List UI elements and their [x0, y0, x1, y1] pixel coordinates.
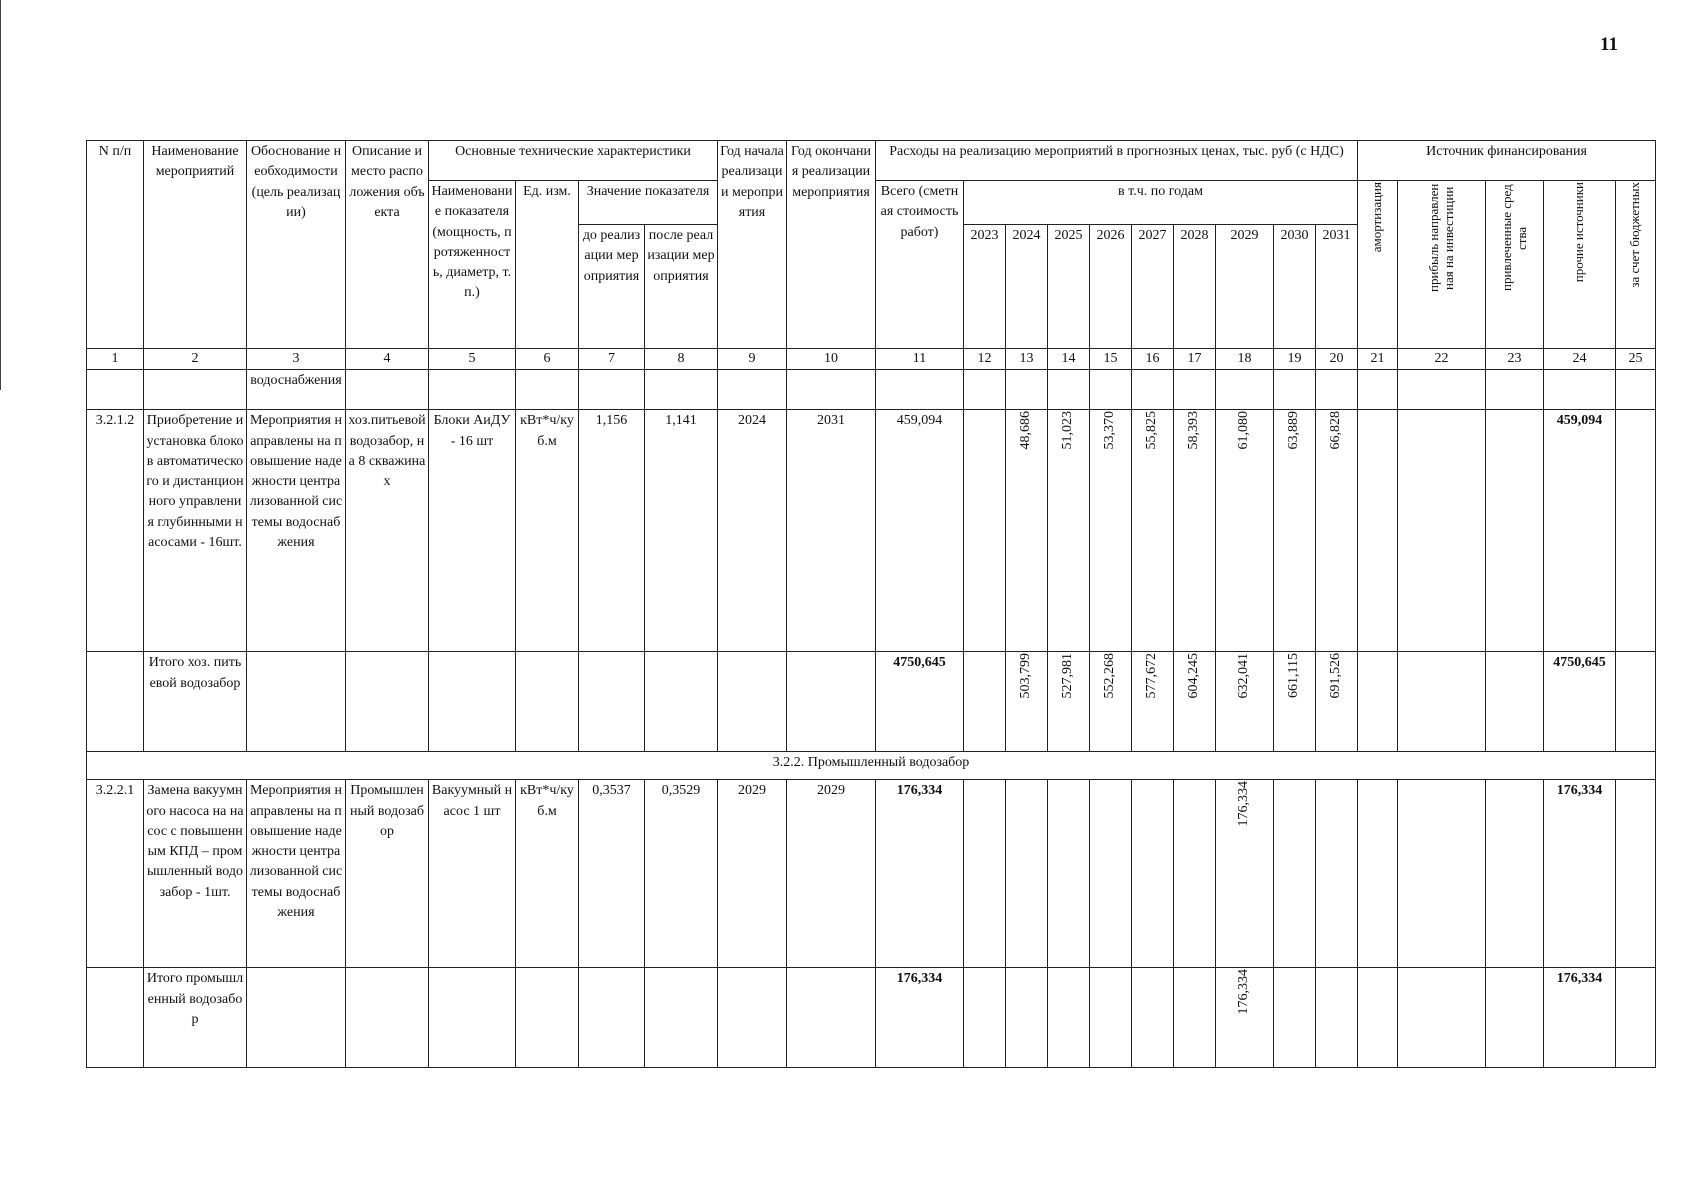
header-year-2026: 2026	[1090, 225, 1132, 349]
row-place: Промышленный водозабор	[346, 780, 429, 968]
header-year-2030: 2030	[1274, 225, 1316, 349]
total-hoz-y2027: 577,672	[1132, 652, 1174, 752]
header-year-2029: 2029	[1216, 225, 1274, 349]
total-hoz-sum: 4750,645	[876, 652, 964, 752]
row-y2029: 61,080	[1216, 410, 1274, 652]
header-costs-group: Расходы на реализацию мероприятий в прогнозных ценах, тыс. руб (с НДС)	[876, 141, 1358, 181]
colnum-24: 24	[1544, 349, 1616, 370]
section-row-3-2-2	[87, 752, 1656, 780]
header-tech-name: Наименование показателя (мощность, протяженность, диаметр, т.п.)	[429, 181, 516, 349]
row-total: 459,094	[876, 410, 964, 652]
colnum-19: 19	[1274, 349, 1316, 370]
row-value-before: 1,156	[579, 410, 645, 652]
colnum-12: 12	[964, 349, 1006, 370]
table-row-3-2-2-1	[87, 780, 1656, 968]
row-y2027: 55,825	[1132, 410, 1174, 652]
colnum-22: 22	[1398, 349, 1486, 370]
header-place: Описание и место расположения объекта	[346, 141, 429, 349]
header-row-1	[87, 141, 1656, 181]
header-year-2028: 2028	[1174, 225, 1216, 349]
section-title: 3.2.2. Промышленный водозабор	[87, 752, 1656, 780]
total-hoz-y2028: 604,245	[1174, 652, 1216, 752]
colnum-20: 20	[1316, 349, 1358, 370]
total-prom-y2029: 176,334	[1216, 968, 1274, 1068]
header-year-2023: 2023	[964, 225, 1006, 349]
colnum-1: 1	[87, 349, 144, 370]
colnum-3: 3	[247, 349, 346, 370]
colnum-6: 6	[516, 349, 579, 370]
row-number: 3.2.1.2	[87, 410, 144, 652]
carryover-row	[87, 370, 1656, 410]
header-value-after: после реализации мероприятия	[645, 225, 718, 349]
row-name: Приобретение и установка блоков автоматического и дистанционного управления глубинными насосами - 16шт.	[144, 410, 247, 652]
header-funding-amortization: амортизация	[1358, 181, 1398, 349]
row-y2029: 176,334	[1216, 780, 1274, 968]
header-funding-group: Источник финансирования	[1358, 141, 1656, 181]
header-reason: Обоснование необходимости (цель реализации)	[247, 141, 346, 349]
row-unit: кВт*ч/куб.м	[516, 410, 579, 652]
header-tech-group: Основные технические характеристики	[429, 141, 718, 181]
colnum-25: 25	[1616, 349, 1656, 370]
header-funding-profit: прибыль направленная на инвестиции	[1398, 181, 1486, 349]
row-param: Вакуумный насос 1 шт	[429, 780, 516, 968]
header-year-2027: 2027	[1132, 225, 1174, 349]
header-year-2024: 2024	[1006, 225, 1048, 349]
row-param: Блоки АиДУ - 16 шт	[429, 410, 516, 652]
row-year-start: 2029	[718, 780, 787, 968]
row-y2031: 66,828	[1316, 410, 1358, 652]
colnum-4: 4	[346, 349, 429, 370]
colnum-8: 8	[645, 349, 718, 370]
colnum-18: 18	[1216, 349, 1274, 370]
total-prom-funding-other: 176,334	[1544, 968, 1616, 1068]
header-funding-other: прочие источники	[1544, 181, 1616, 349]
row-year-end: 2031	[787, 410, 876, 652]
total-hoz-y2026: 552,268	[1090, 652, 1132, 752]
row-reason: Мероприятия направлены на повышение надежности централизованной системы водоснабжения	[247, 780, 346, 968]
header-costs-total: Всего (сметная стоимость работ)	[876, 181, 964, 349]
column-numbers-row	[87, 349, 1656, 370]
colnum-10: 10	[787, 349, 876, 370]
carryover-text: водоснабжения	[247, 370, 346, 410]
total-hoz-y2025: 527,981	[1048, 652, 1090, 752]
colnum-9: 9	[718, 349, 787, 370]
row-y2023	[964, 410, 1006, 652]
row-y2025: 51,023	[1048, 410, 1090, 652]
row-funding-other: 176,334	[1544, 780, 1616, 968]
colnum-23: 23	[1486, 349, 1544, 370]
header-value-group: Значение показателя	[579, 181, 718, 225]
total-prom-sum: 176,334	[876, 968, 964, 1068]
page-number: 11	[1600, 34, 1618, 55]
total-hoz-y2024: 503,799	[1006, 652, 1048, 752]
row-year-end: 2029	[787, 780, 876, 968]
colnum-21: 21	[1358, 349, 1398, 370]
row-name: Замена вакуумного насоса на насос с повышенным КПД – промышленный водозабор - 1шт.	[144, 780, 247, 968]
row-y2030: 63,889	[1274, 410, 1316, 652]
header-funding-budget: за счет бюджетных	[1616, 181, 1656, 349]
total-hoz-y2030: 661,115	[1274, 652, 1316, 752]
row-value-after: 1,141	[645, 410, 718, 652]
row-place: хоз.питьевой водозабор, на 8 скважинах	[346, 410, 429, 652]
header-year-start: Год начала реализации мероприятия	[718, 141, 787, 349]
total-hoz-label: Итого хоз. питьевой водозабор	[144, 652, 247, 752]
colnum-11: 11	[876, 349, 964, 370]
colnum-5: 5	[429, 349, 516, 370]
row-y2028: 58,393	[1174, 410, 1216, 652]
row-total: 176,334	[876, 780, 964, 968]
header-year-2031: 2031	[1316, 225, 1358, 349]
header-by-years: в т.ч. по годам	[964, 181, 1358, 225]
header-num: N п/п	[87, 141, 144, 349]
row-value-after: 0,3529	[645, 780, 718, 968]
header-funding-attracted: привлеченные средства	[1486, 181, 1544, 349]
colnum-7: 7	[579, 349, 645, 370]
row-year-start: 2024	[718, 410, 787, 652]
total-row-prom	[87, 968, 1656, 1068]
table-row-3-2-1-2	[87, 410, 1656, 652]
total-prom-label: Итого промышленный водозабор	[144, 968, 247, 1068]
row-unit: кВт*ч/куб.м	[516, 780, 579, 968]
header-name: Наименование мероприятий	[144, 141, 247, 349]
investment-table	[86, 140, 1656, 1068]
colnum-15: 15	[1090, 349, 1132, 370]
total-hoz-y2029: 632,041	[1216, 652, 1274, 752]
row-y2024: 48,686	[1006, 410, 1048, 652]
row-funding-other: 459,094	[1544, 410, 1616, 652]
total-hoz-y2031: 691,526	[1316, 652, 1358, 752]
colnum-2: 2	[144, 349, 247, 370]
row-reason: Мероприятия направлены на повышение надежности централизованной системы водоснабжения	[247, 410, 346, 652]
header-year-2025: 2025	[1048, 225, 1090, 349]
row-number: 3.2.2.1	[87, 780, 144, 968]
total-hoz-funding-other: 4750,645	[1544, 652, 1616, 752]
colnum-17: 17	[1174, 349, 1216, 370]
colnum-16: 16	[1132, 349, 1174, 370]
colnum-13: 13	[1006, 349, 1048, 370]
header-tech-unit: Ед. изм.	[516, 181, 579, 349]
total-row-hoz	[87, 652, 1656, 752]
header-value-before: до реализации мероприятия	[579, 225, 645, 349]
header-year-end: Год окончания реализации мероприятия	[787, 141, 876, 349]
row-y2026: 53,370	[1090, 410, 1132, 652]
colnum-14: 14	[1048, 349, 1090, 370]
scan-page-edge	[0, 0, 1, 390]
row-value-before: 0,3537	[579, 780, 645, 968]
